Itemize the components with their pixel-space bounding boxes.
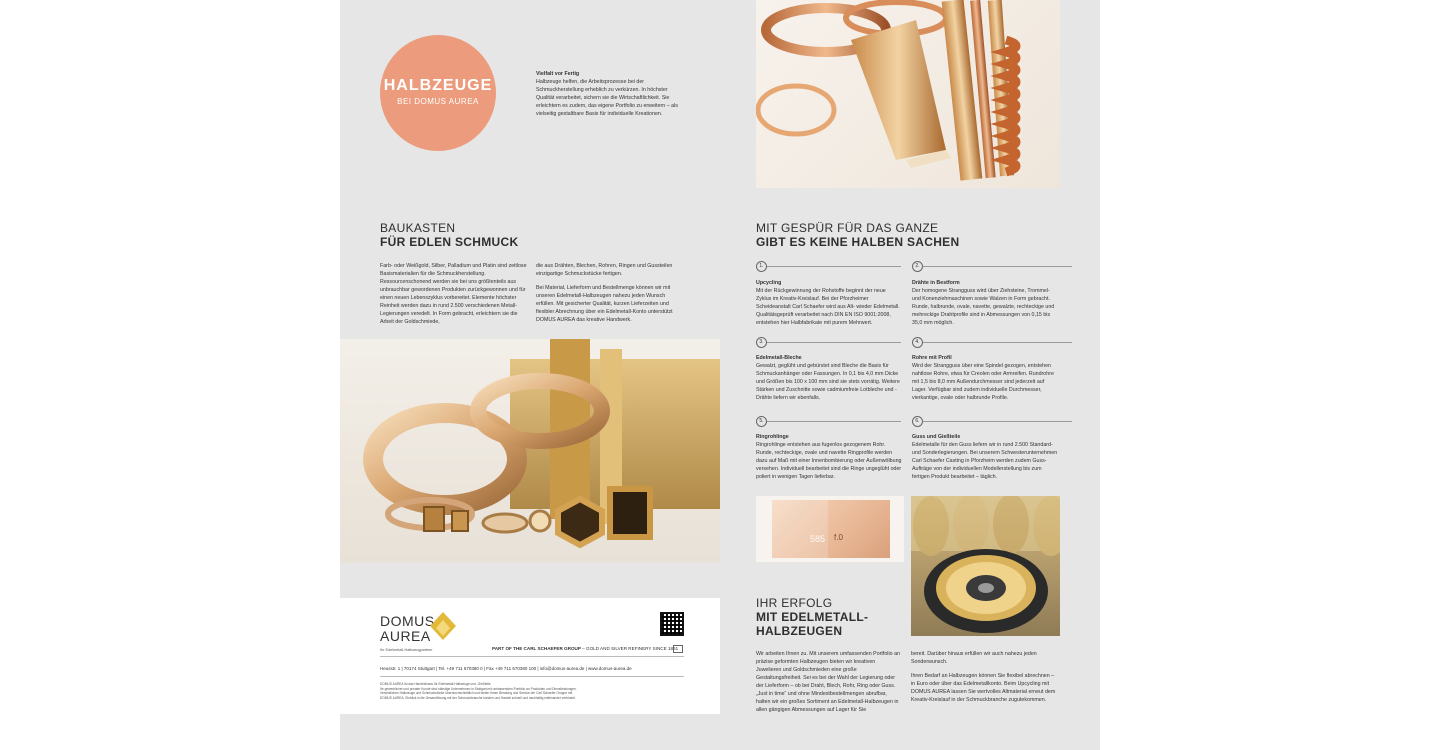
domus-aurea-logo [380,614,435,644]
badge-subtitle: BEI DOMUS AUREA [397,97,479,106]
item-5-number: 5. [756,416,767,427]
plate-stamp: 585 [810,534,826,544]
copper-tubes-illustration [756,0,1060,188]
erfolg-col1: Wir arbeiten Ihnen zu. Mit unserem umfassenden Portfolio an präzise geformten Halbzeugen bieten wir kreativen Juwelieren und Goldschmieden eine große Gestaltungsfreiheit. Sei es bei der Wahl der Legierung oder der Lieferform – ob bei Draht, Blech, Rohr, Ring oder Guss. „Just in time“ und ohne Mindestbestellmengen abrufbar, halten wir ein großes Sortiment an Edelmetall-Halbzeugen in allen gängigen Abmessungen auf Lager für Sie [756,651,900,713]
copper-tubes-photo [756,0,1060,188]
item-1-title: Upcycling [756,280,782,286]
wire-spool-illustration [911,496,1060,636]
legal-line-3: Verwirklichen Halbzeuge und Schmuckstücke überdurchschnittlich und bieten Ihnen Beratung und Service der Carl Schaefer Gruppe mit [380,691,573,696]
baukasten-col2-para2: Bei Material, Lieferform und Bestellmenge können wir mit unseren Edelmetall-Halbzeugen nahezu jeden Wunsch erfüllen. Mit gesicherter Qualität, kurzen Lieferzeiten und flexibler Abrechnung über ein Edelmetall-Konto unterstützt DOMUS AUREA das kreative Handwerk. [536,285,673,323]
intro-text: Halbzeuge helfen, die Arbeitsprozesse bei der Schmuckherstellung erheblich zu verkürzen. In höchster Qualität verarbeitet, sichern sie die Wirtschaftlichkeit. Sie erleichtern es zudem, das eigene Portfolio zu erweitern – als vielseitig gestaltbare Basis für individuelle Kreationen. [536,79,678,117]
item-2-number: 2. [912,261,923,272]
baukasten-col2-para1: die aus Drähten, Blechen, Rohren, Ringen und Gussteilen einzigartige Schmuckstücke fertigen. [536,263,673,277]
halbzeuge-badge [380,35,496,151]
heading-line-2: MIT EDELMETALL- [756,610,869,624]
item-2-rule [912,266,1072,267]
legal-line-1: DOMUS AUREA ist das Handelshaus für Edelmetall-Halbzeuge und -Gießteile. [380,682,492,686]
baukasten-col1: Farb- oder Weißgold, Silber, Palladium und Platin sind zeitlose Basismaterialien für die Schmuckherstellung. Ressourcenschonend werden sie bei uns größtenteils aus unbrauchbar gewordenen Produkten zurückgewonnen und für einen neuen Lebenszyklus vorbereitet. Elemente höchster Reinheit werden dazu in rund 2.500 verschiedenen Metall-Legierungen veredelt. In Form gebracht, erleichtern sie die Arbeit der Goldschmiede, [380,263,527,325]
badge-title: HALBZEUGE [383,77,493,94]
item-1-number: 1. [756,261,767,272]
logo-line-1: DOMUS [380,613,435,629]
plate-mark: f.0 [834,533,843,542]
small-box-icon [673,645,683,653]
heading-line-1: MIT GESPÜR FÜR DAS GANZE [756,221,939,235]
footer-divider [380,656,684,657]
item-3-text: Gewalzt, geglüht und gebürstet sind Bleche die Basis für Schmuckanhänger oder Fassungen. In 0,1 bis 4,0 mm Dicke und Größen bis 100 x 100 mm sind sie stets vorrätig. Weitere Stärken und Zuschnitte sowie cadmiumfreie Lotbleche und -Drähte liefern wir ebenfalls. [756,363,900,401]
intro-heading: Vielfalt vor Fertig [536,71,580,77]
baukasten-col2 [536,262,684,324]
group-line [492,646,678,651]
legal-line-4: DOMUS AUREA. Einblick in die Gesamtlösung mit der Schmuckbranche kunden und Handel schnell und nachhaltig miteinander verbindet. [380,695,576,700]
heading-line-3: HALBZEUGEN [756,624,843,638]
item-6 [912,433,1058,481]
heading-line-2: GIBT ES KEINE HALBEN SACHEN [756,235,960,249]
item-2 [912,279,1058,327]
intro-block [536,70,682,118]
item-4-number: 4. [912,337,923,348]
item-3-title: Edelmetall-Bleche [756,355,802,361]
contact-line: Heusstr. 1 | 70174 Stuttgart | Tel. +49 711 670380 0 | Fax +49 711 670380 100 | info@domus-aurea.de | www.domus-aurea.de [380,666,632,671]
section-heading-erfolg [756,596,906,638]
item-6-text: Edelmetalle für den Guss liefern wir in rund 2.500 Standard- und Sonderlegierungen. Bei unserem Schwesterunternehmen Carl Schaefer Casting in Pforzheim werden zudem Guss-Aufträge von der individuellen Modellerstellung bis zum fertigen Produkt bearbeitet – täglich. [912,442,1058,480]
gold-profiles-illustration [340,339,720,563]
item-4-title: Rohre mit Profil [912,355,952,361]
item-3-rule [756,342,901,343]
plate-highlight [772,500,828,558]
footer-divider-2 [380,676,684,677]
heading-line-2: FÜR EDLEN SCHMUCK [380,235,519,249]
qr-code-icon [660,612,684,636]
gold-plate-photo [756,496,904,562]
item-1-rule [756,266,901,267]
gold-profiles-photo [340,339,720,563]
heading-line-1: BAUKASTEN [380,221,456,235]
item-4 [912,354,1058,402]
section-heading-baukasten [380,221,680,249]
item-5-rule [756,421,901,422]
item-5-text: Ringrohlinge entstehen aus fugenlos gezogenem Rohr. Runde, rechteckige, ovale und navette Ringprofile werden dazu auf Maß mit einer Innenbombierung oder Außenwölbung versehen. Individuell bearbeitet sind die Ringe ungeglüht oder poliert in wenigen Tagen lieferbar. [756,442,902,480]
erfolg-col2 [911,650,1059,704]
logo-line-2: AUREA [380,628,431,644]
section-heading-gespuer [756,221,1076,249]
left-page [340,0,720,750]
legal-text [380,682,684,700]
logo-tagline: Ihr Edelmetall-Halbzeugpartner [380,648,433,652]
item-4-text: Wird der Strangguss über eine Spindel gezogen, entstehen nahtlose Rohre, etwa für Creolen oder Armreifen. Rundrohre mit 1,5 bis 8,0 mm Außendurchmesser sind jederzeit auf Lager. Verfügbar sind zudem individuelle Durchmesser, vierkantige, ovale oder halbrunde Profile. [912,363,1054,401]
item-4-rule [912,342,1072,343]
legal-line-2: Ihr gewerblicher und privater Kunde sind ständige Unternehmen in Stuttgart mit umfassendem Portfolio an Produkten und Dienstleistungen. [380,686,577,691]
wire-spool-photo [911,496,1060,636]
item-3-number: 3. [756,337,767,348]
right-page [720,0,1100,750]
item-6-title: Guss und Gießteile [912,434,961,440]
item-5-title: Ringrohlinge [756,434,789,440]
item-3 [756,354,902,402]
item-6-number: 6. [912,416,923,427]
footer-card [340,598,720,714]
logo-diamond-icon [428,612,458,646]
group-name: PART OF THE CARL SCHAEFER GROUP [492,646,581,651]
heading-line-1: IHR ERFOLG [756,596,833,610]
item-5 [756,433,902,481]
erfolg-col2-para2: Ihren Bedarf an Halbzeugen können Sie flexibel abrechnen – in Euro oder über das Edelmetallkonto. Beim Upcycling mit DOMUS AUREA lassen Sie wertvolles Altmaterial erneut dem Kreativ-Kreislauf in der Schmuckbranche zugutekommen. [911,673,1056,703]
erfolg-col2-para1: bereit. Darüber hinaus erfüllen wir auch nahezu jeden Sonderwunsch. [911,651,1037,665]
item-1 [756,279,902,327]
item-1-text: Mit der Rückgewinnung der Rohstoffe beginnt der neue Zyklus im Kreativ-Kreislauf. Bei der Pforzheimer Scheideanstalt Carl Schaefer wird aus Alt- wieder Edelmetall. Qualitätsgeprüft verarbeitet nach DIN EN ISO 9001:2008, entstehen hier Halbfabrikate mit purem Mehrwert. [756,288,900,326]
item-6-rule [912,421,1072,422]
item-2-text: Der homogene Strangguss wird über Ziehsteine, Trommel- und Konenziehmaschinen sowie Walzen in Form gebracht. Runde, halbrunde, ovale, navette, gewalzte, rechteckige und mehreckige Drahtprofile sind in Abmessungen von 0,15 bis 35,0 mm möglich. [912,288,1055,326]
group-suffix: – GOLD AND SILVER REFINERY SINCE 1861 [582,646,679,651]
item-2-title: Drähte in Bestform [912,280,960,286]
